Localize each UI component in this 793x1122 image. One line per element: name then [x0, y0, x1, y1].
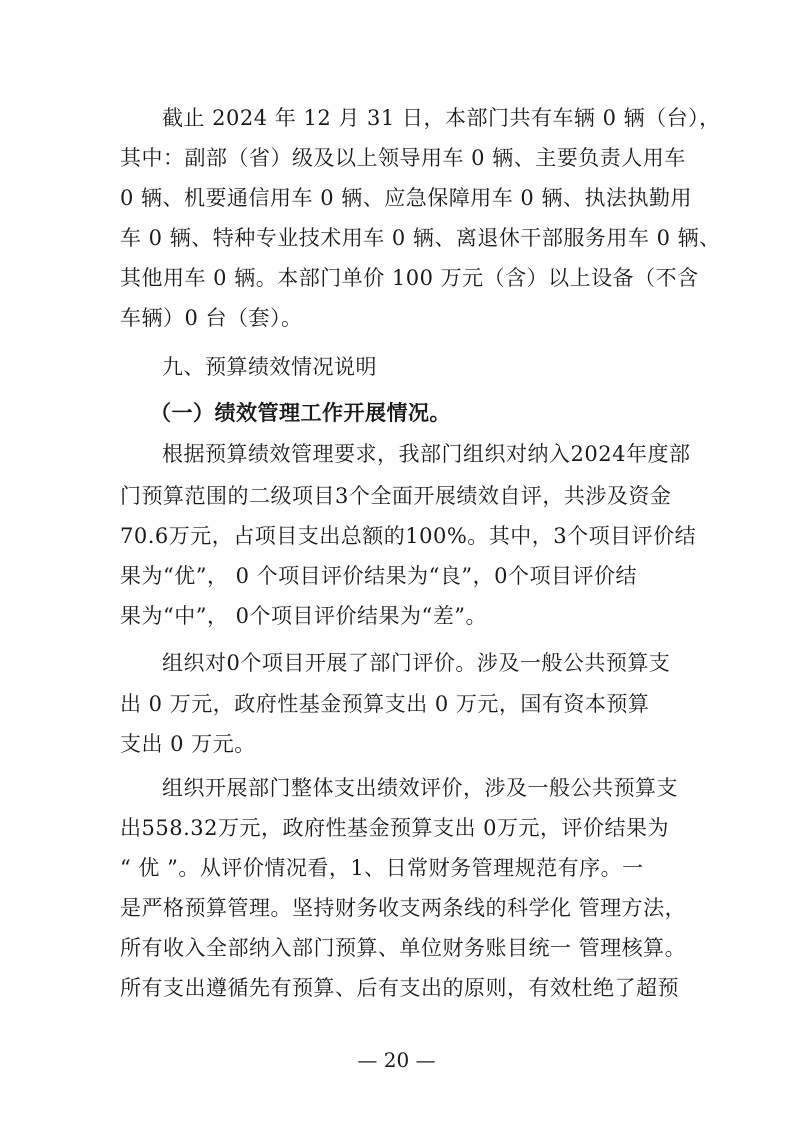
paragraph-self-eval-line-1: 根据预算绩效管理要求，我部门组织对纳入2024年度部 — [162, 442, 691, 466]
section-heading: 九、预算绩效情况说明 — [162, 355, 377, 379]
paragraph-self-eval-line-3: 70.6万元，占项目支出总额的100%。其中，3个项目评价结 — [120, 524, 697, 548]
paragraph-self-eval-line-5: 果为“中”， 0个项目评价结果为“差”。 — [120, 604, 487, 628]
paragraph-overall-eval-line-3: “ 优 ”。从评价情况看，1、日常财务管理规范有序。一 — [120, 856, 644, 880]
paragraph-vehicles-line-1: 截止 2024 年 12 月 31 日，本部门共有车辆 0 辆（台）， — [162, 106, 721, 130]
paragraph-overall-eval-line-5: 所有收入全部纳入部门预算、单位财务账目统一 管理核算。 — [120, 936, 687, 960]
paragraph-dept-eval-line-3: 支出 0 万元。 — [120, 732, 256, 756]
paragraph-vehicles-line-6: 车辆）0 台（套）。 — [120, 306, 303, 330]
paragraph-self-eval-line-4: 果为“优”， 0 个项目评价结果为“良”，0个项目评价结 — [120, 564, 638, 588]
paragraph-vehicles-line-2: 其中：副部（省）级及以上领导用车 0 辆、主要负责人用车 — [120, 146, 686, 170]
paragraph-overall-eval-line-1: 组织开展部门整体支出绩效评价，涉及一般公共预算支 — [162, 776, 678, 800]
paragraph-vehicles-line-4: 车 0 辆、特种专业技术用车 0 辆、离退休干部服务用车 0 辆、 — [120, 226, 721, 250]
paragraph-dept-eval-line-2: 出 0 万元，政府性基金预算支出 0 万元，国有资本预算 — [120, 692, 650, 716]
paragraph-overall-eval-line-4: 是严格预算管理。坚持财务收支两条线的科学化 管理方法， — [120, 896, 687, 920]
paragraph-dept-eval-line-1: 组织对0个项目开展了部门评价。涉及一般公共预算支 — [162, 651, 671, 675]
paragraph-overall-eval-line-6: 所有支出遵循先有预算、后有支出的原则，有效杜绝了超预 — [120, 976, 679, 1000]
page-number: — 20 — — [357, 1048, 436, 1072]
paragraph-vehicles-line-5: 其他用车 0 辆。本部门单价 100 万元（含）以上设备（不含 — [120, 266, 699, 290]
paragraph-overall-eval-line-2: 出558.32万元，政府性基金预算支出 0万元，评价结果为 — [120, 816, 670, 840]
paragraph-self-eval-line-2: 门预算范围的二级项目3个全面开展绩效自评，共涉及资金 — [120, 484, 672, 508]
subsection-heading: （一）绩效管理工作开展情况。 — [150, 401, 451, 425]
paragraph-vehicles-line-3: 0 辆、机要通信用车 0 辆、应急保障用车 0 辆、执法执勤用 — [120, 186, 692, 210]
